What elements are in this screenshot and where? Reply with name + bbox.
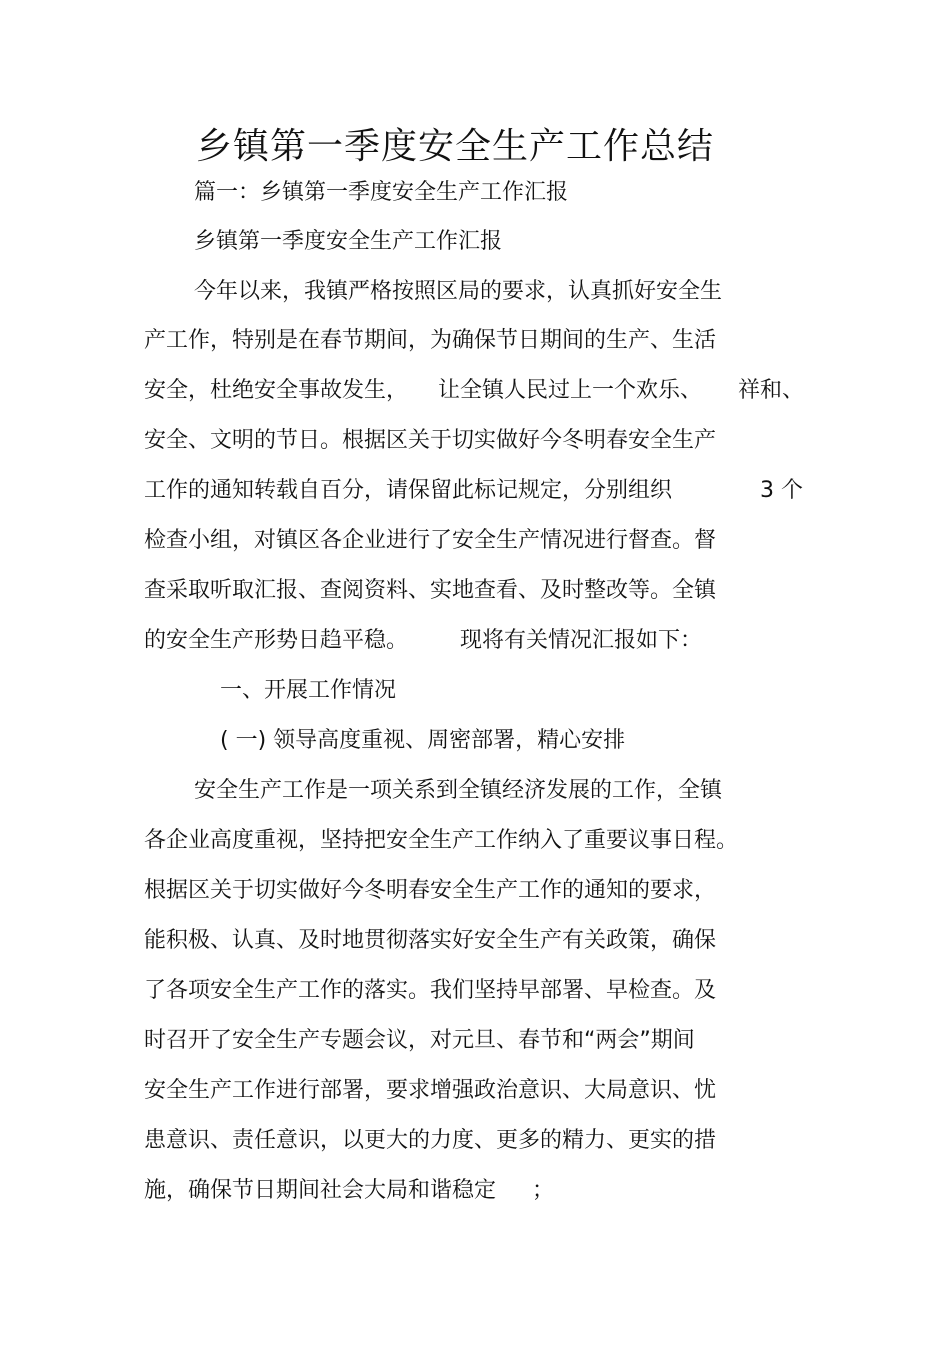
paragraph-1-line-4: 安全、文明的节日。根据区关于切实做好今冬明春安全生产: [144, 428, 717, 453]
paragraph-2-line-6: 时召开了安全生产专题会议，对元旦、春节和“两会”期间: [144, 1028, 695, 1053]
paragraph-1-line-1: 今年以来，我镇严格按照区局的要求，认真抓好安全生: [194, 279, 723, 304]
paragraph-2-line-8: 患意识、责任意识，以更大的力度、更多的精力、更实的措: [144, 1128, 717, 1153]
section-heading-1: 一、开展工作情况: [220, 678, 397, 703]
paragraph-1-line-3: [144, 376, 804, 406]
paragraph-1-line-7: 查采取听取汇报、查阅资料、实地查看、及时整改等。全镇: [144, 578, 717, 603]
section-heading-1-1: ( 一) 领导高度重视、周密部署，精心安排: [220, 728, 626, 753]
paragraph-2-line-1: 安全生产工作是一项关系到全镇经济发展的工作，全镇: [194, 778, 723, 803]
text-segment: 现将有关情况汇报如下：: [460, 628, 703, 653]
paragraph-2-line-7: 安全生产工作进行部署，要求增强政治意识、大局意识、忧: [144, 1078, 717, 1103]
report-title: 乡镇第一季度安全生产工作汇报: [194, 229, 503, 254]
paragraph-1-line-6: 检查小组，对镇区各企业进行了安全生产情况进行督查。督: [144, 528, 717, 553]
paragraph-1-line-8: [144, 626, 702, 656]
text-segment: 祥和、: [738, 378, 805, 403]
paragraph-2-line-9: [144, 1176, 554, 1206]
document-title: 乡镇第一季度安全生产工作总结: [195, 126, 714, 167]
paragraph-2-line-3: 根据区关于切实做好今冬明春安全生产工作的通知的要求，: [144, 878, 717, 903]
paragraph-1-line-5: 工作的通知转载自百分，请保留此标记规定，分别组织: [144, 478, 673, 503]
text-segment: 施，确保节日期间社会大局和谐稳定: [144, 1178, 497, 1203]
paragraph-2-line-4: 能积极、认真、及时地贯彻落实好安全生产有关政策，确保: [144, 928, 717, 953]
paragraph-1-line-5-tail: 3 个: [760, 478, 803, 503]
subheading: 篇一：乡镇第一季度安全生产工作汇报: [194, 180, 569, 205]
paragraph-2-line-5: 了各项安全生产工作的落实。我们坚持早部署、早检查。及: [144, 978, 717, 1003]
paragraph-1-line-2: 产工作，特别是在春节期间，为确保节日期间的生产、生活: [144, 328, 717, 353]
text-segment: 让全镇人民过上一个欢乐、: [438, 378, 703, 403]
text-segment: 安全，杜绝安全事故发生，: [144, 378, 409, 403]
text-segment: ；: [532, 1178, 555, 1203]
paragraph-2-line-2: 各企业高度重视，坚持把安全生产工作纳入了重要议事日程。: [144, 828, 739, 853]
text-segment: 的安全生产形势日趋平稳。: [144, 628, 409, 653]
